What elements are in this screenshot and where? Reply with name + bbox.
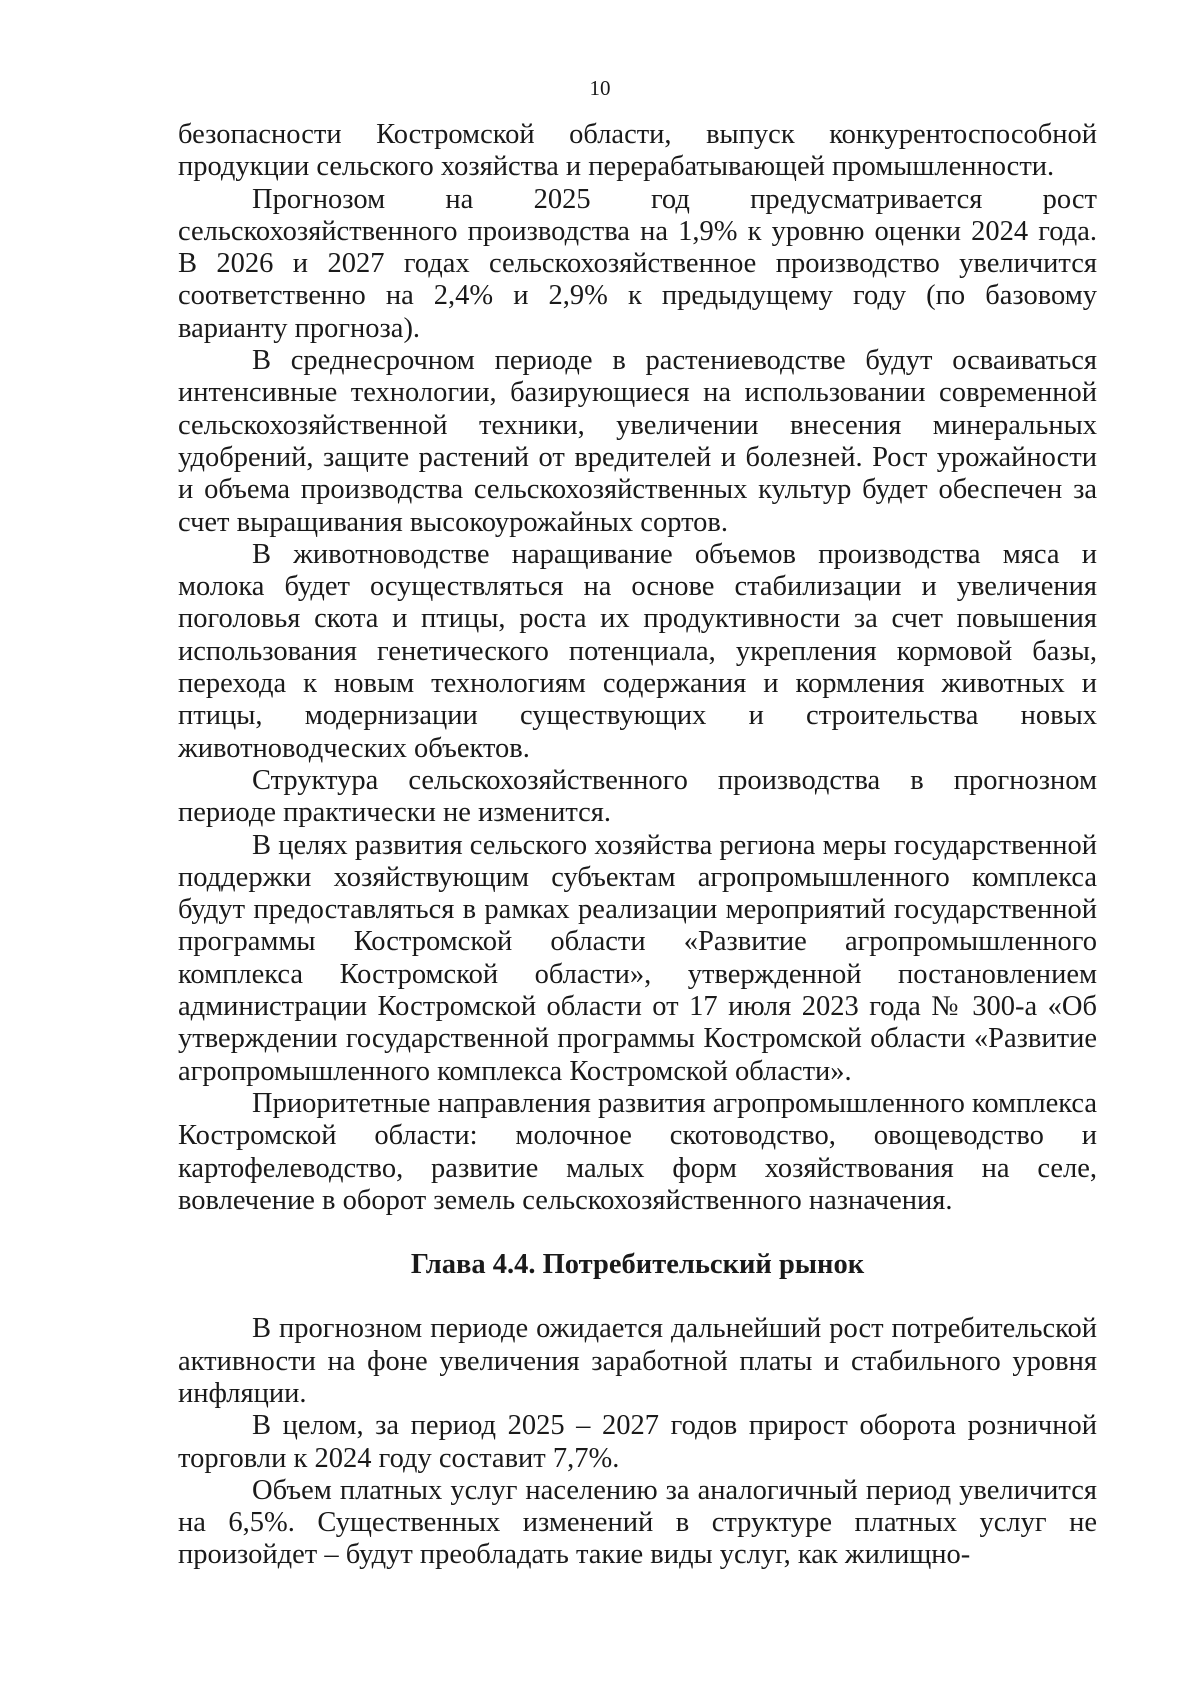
document-body	[178, 119, 1097, 1572]
section-heading: Глава 4.4. Потребительский рынок	[410, 1249, 865, 1281]
page-number: 10	[589, 76, 611, 100]
paragraph-retail-turnover: В целом, за период 2025 – 2027 годов прирост оборота розничной торговли к 2024 году составит 7,7%.	[178, 1410, 1097, 1474]
paragraph-agriculture-forecast: Прогнозом на 2025 год предусматривается рост сельскохозяйственного производства на 1,9% к уровню оценки 2024 года. В 2026 и 2027 годах сельскохозяйственное производство увеличится соответственно на 2,4% и 2,9% к предыдущему году (по базовому варианту прогноза).	[178, 183, 1097, 344]
paragraph-paid-services: Объем платных услуг населению за аналогичный период увеличится на 6,5%. Существенных изменений в структуре платных услуг не произойдет – будут преобладать такие виды услуг, как жилищно-	[178, 1474, 1097, 1571]
paragraph-crop-production: В среднесрочном периоде в растениеводстве будут осваиваться интенсивные технологии, базирующиеся на использовании современной сельскохозяйственной техники, увеличении внесения минеральных удобрений, защите растений от вредителей и болезней. Рост урожайности и объема производства сельскохозяйственных культур будет обеспечен за счет выращивания высокоурожайных сортов.	[178, 345, 1097, 538]
paragraph-livestock: В животноводстве наращивание объемов производства мяса и молока будет осуществляться на основе стабилизации и увеличения поголовья скота и птицы, роста их продуктивности за счет повышения использования генетического потенциала, укрепления кормовой базы, перехода к новым технологиям содержания и кормления животных и птицы, модернизации существующих и строительства новых животноводческих объектов.	[178, 538, 1097, 764]
paragraph-structure: Структура сельскохозяйственного производства в прогнозном периоде практически не изменится.	[178, 764, 1097, 829]
paragraph-continuation: безопасности Костромской области, выпуск конкурентоспособной продукции сельского хозяйства и перерабатывающей промышленности.	[178, 119, 1097, 183]
paragraph-consumer-activity: В прогнозном периоде ожидается дальнейший рост потребительской активности на фоне увеличения заработной платы и стабильного уровня инфляции.	[178, 1313, 1097, 1409]
paragraph-state-support: В целях развития сельского хозяйства региона меры государственной поддержки хозяйствующим субъектам агропромышленного комплекса будут предоставляться в рамках реализации мероприятий государственной программы Костромской области «Развитие агропромышленного комплекса Костромской области», утвержденной постановлением администрации Костромской области от 17 июля 2023 года № 300-а «Об утверждении государственной программы Костромской области «Развитие агропромышленного комплекса Костромской области».	[178, 829, 1097, 1087]
paragraph-priorities: Приоритетные направления развития агропромышленного комплекса Костромской области: молочное скотоводство, овощеводство и картофелеводство, развитие малых форм хозяйствования на селе, вовлечение в оборот земель сельскохозяйственного назначения.	[178, 1087, 1097, 1216]
